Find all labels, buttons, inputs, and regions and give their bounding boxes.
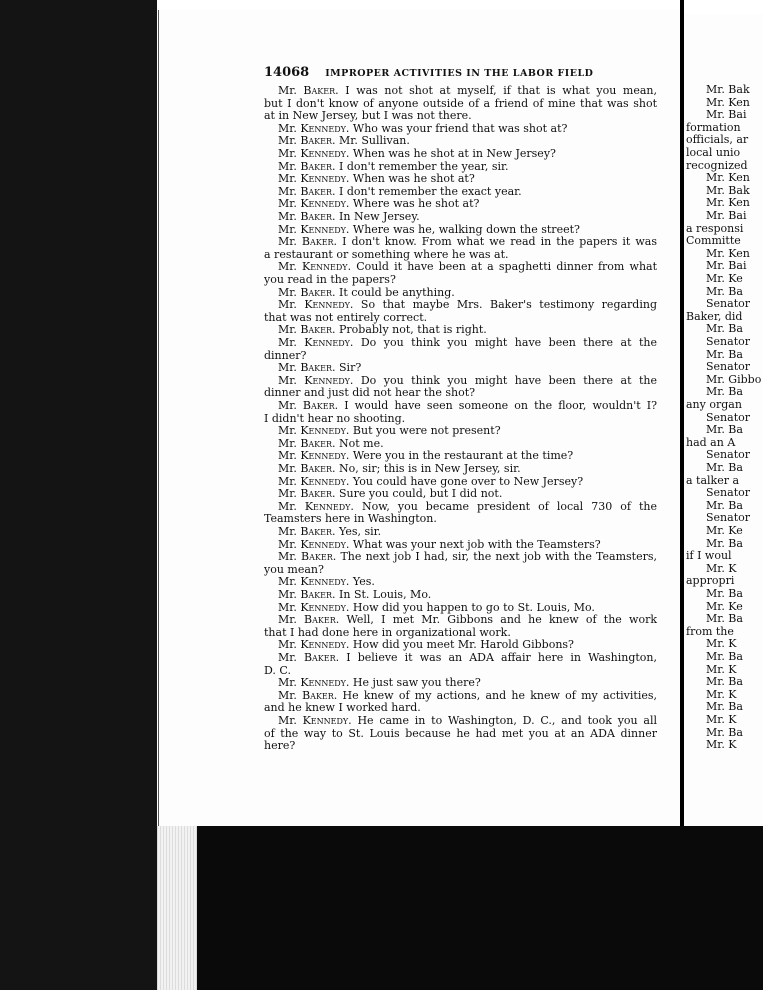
text-line: Mr. Baker. He knew of my actions, and he knew of my activities, [278,688,658,702]
text-line: Mr. Ba [706,725,743,739]
text-line: Mr. Baker. Sure you could, but I did not. [278,487,503,501]
text-line: Mr. Kennedy. But you were not present? [278,424,501,438]
text-line: Mr. Kennedy. How did you meet Mr. Harold Gibbons? [278,638,574,652]
text-line: dinner and just did not hear the shot? [264,386,476,400]
text-line: Mr. Ba [706,347,743,361]
text-line: Teamsters here in Washington. [264,512,437,526]
text-line: Baker, did [686,309,743,323]
text-line: dinner? [264,348,307,362]
text-line: Mr. Baker. Well, I met Mr. Gibbons and he knew of the work [278,613,657,627]
scan-margin-left [0,0,157,990]
page-header [264,64,593,80]
text-line: Mr. Baker. I don't remember the year, sir. [278,159,509,173]
text-line: Senator [706,410,750,424]
text-line: Mr. Kennedy. Where was he, walking down the street? [278,222,580,236]
text-line: Senator [706,448,750,462]
text-line: Mr. Kennedy. Do you think you might have been there at the [278,373,657,387]
text-line: recognized [686,158,748,172]
text-line: Mr. Ba [706,587,743,600]
page-number: 14068 [264,65,310,80]
text-line: Mr. Kennedy. You could have gone over to New Jersey? [278,474,584,488]
text-line: Mr. Kennedy. When was he shot at? [278,172,475,186]
text-line: that I had done here in organizational work. [264,625,511,639]
text-line: Mr. Baker. Yes, sir. [278,525,382,538]
text-line: Senator [706,486,750,500]
text-line: Mr. Kennedy. How did you happen to go to St. Louis, Mo. [278,600,595,614]
text-line: Mr. Baker. In St. Louis, Mo. [278,588,432,601]
text-line: Mr. Baker. It could be anything. [278,285,455,299]
text-line: Mr. Kennedy. Do you think you might have been there at the [278,336,657,349]
text-line: Mr. Kennedy. Who was your friend that was shot at? [278,121,568,135]
text-line: Mr. Baker. I don't remember the exact year. [278,184,522,198]
text-line: Mr. Ke [706,524,743,537]
text-line: Mr. K [706,662,737,676]
text-line: Mr. Ba [706,498,743,512]
text-line: Mr. Baker. Probably not, that is right. [278,323,487,337]
text-line: Mr. Kennedy. He came in to Washington, D. C., and took you all [278,714,658,727]
text-line: D. C. [264,663,291,677]
text-line: Mr. Ba [706,322,743,336]
text-line: Mr. Kennedy. Yes. [278,575,375,589]
text-line: Mr. Ba [706,385,743,399]
text-line: Mr. K [706,687,737,701]
text-line: Mr. K [706,738,737,752]
text-line: and he knew I worked hard. [264,701,421,715]
text-line: Mr. Baker. I believe it was an ADA affair here in Washington, [278,651,657,664]
text-line: a responsi [686,221,744,235]
text-line: you read in the papers? [264,273,396,286]
text-line: Senator [706,360,750,374]
text-line: Senator [706,335,750,348]
text-line: Mr. Ken [706,171,750,185]
text-line: Mr. Ba [706,284,743,298]
text-line: Senator [706,297,750,311]
text-line: Mr. K [706,713,737,726]
text-line: Mr. Baker. I was not shot at myself, if that is what you mean, [278,84,657,97]
text-line: Mr. Kennedy. Could it have been at a spaghetti dinner from what [278,260,658,274]
text-line: Mr. Bai [706,108,747,122]
text-line: officials, ar [686,133,749,147]
text-line: Mr. Ba [706,612,743,626]
text-line: Mr. Kennedy. Where was he shot at? [278,197,480,211]
text-line: Mr. Ken [706,196,750,210]
text-line: from the [686,624,734,638]
text-line: Mr. Baker. Sir? [278,361,362,375]
text-line: Mr. Bak [706,183,750,197]
scan-margin-bottom [157,826,763,990]
text-line: Mr. Kennedy. So that maybe Mrs. Baker's testimony regarding [278,298,657,312]
text-line: local unio [686,146,741,159]
text-line: Mr. K [706,637,737,651]
text-line: that was not entirely correct. [264,310,428,324]
text-line: Mr. Ba [706,675,743,689]
text-line: Mr. Kennedy. Were you in the restaurant at the time? [278,449,574,463]
text-line: Senator [706,511,750,525]
text-line: appropri [686,574,735,588]
text-line: if I woul [686,549,732,563]
text-line: Mr. Baker. The next job I had, sir, the next job with the Teamsters, [278,550,657,564]
text-line: Mr. Baker. I don't know. From what we read in the papers it was [278,235,658,249]
text-line: of the way to St. Louis because he had met you at an ADA dinner [264,726,657,740]
text-line: Mr. Ba [706,536,743,550]
text-line: Mr. Bai [706,259,747,273]
running-title: IMPROPER ACTIVITIES IN THE LABOR FIELD [325,68,594,79]
text-line: Mr. Ba [706,461,743,474]
text-line: Mr. Ken [706,246,750,260]
text-line: a restaurant or something where he was at. [264,247,509,261]
text-line: Mr. Ken [706,95,750,109]
text-line: Mr. Ba [706,650,743,663]
text-line: you mean? [264,562,324,576]
text-line: any organ [686,398,742,411]
text-line: but I don't know of anyone outside of a friend of mine that was shot [264,96,657,110]
text-line: Mr. K [706,561,737,575]
page-edge-strip [157,826,197,990]
text-line: Mr. Baker. I would have seen someone on the floor, wouldn't I? [278,399,657,412]
text-line: had an A [686,435,736,449]
text-line: Mr. Kennedy. What was your next job with the Teamsters? [278,537,601,551]
text-line: at in New Jersey, but I was not there. [264,109,472,123]
text-line: Mr. Ba [706,423,743,437]
text-line: Mr. Kennedy. He just saw you there? [278,676,481,690]
text-line: I didn't hear no shooting. [264,411,406,425]
text-line: Mr. Baker. Not me. [278,436,384,450]
text-line: Mr. Kennedy. When was he shot at in New Jersey? [278,147,556,160]
text-line: here? [264,739,296,753]
text-line: formation [686,120,741,134]
text-line: Mr. Baker. In New Jersey. [278,210,420,223]
text-line: Mr. Ke [706,272,743,285]
text-line: Mr. Bak [706,83,750,96]
text-line: Mr. Ke [706,599,743,613]
text-line: Mr. Gibbo [706,372,762,386]
text-line: Mr. Baker. No, sir; this is in New Jersey, sir. [278,462,521,475]
text-line: a talker a [686,473,740,487]
text-line: Committe [686,234,741,248]
text-line: Mr. Ba [706,700,743,714]
text-line: Mr. Baker. Mr. Sullivan. [278,134,410,148]
text-line: Mr. Bai [706,209,747,222]
text-line: Mr. Kennedy. Now, you became president of local 730 of the [278,499,657,513]
